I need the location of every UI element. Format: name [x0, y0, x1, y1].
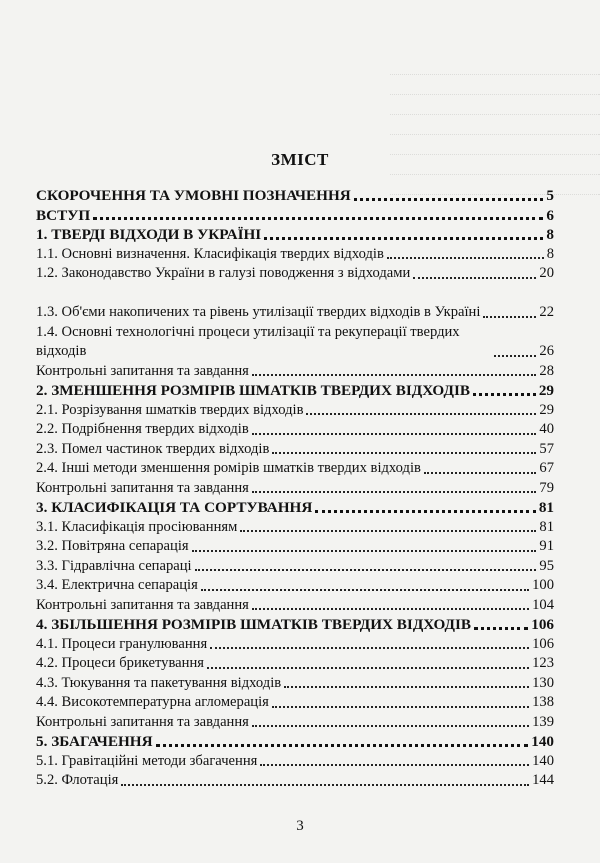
- toc-entry-title: 2.2. Подрібнення твердих відходів: [36, 421, 249, 437]
- toc-entry-page: 79: [539, 479, 554, 496]
- dot-leader: [252, 491, 537, 493]
- toc-entry-page: 91: [539, 538, 554, 554]
- dot-leader: [264, 237, 543, 240]
- toc-entry-title: 5. ЗБАГАЧЕННЯ: [36, 733, 153, 750]
- toc-entry-title: Контрольні запитання та завдання: [36, 713, 249, 730]
- toc-entry-page: 106: [532, 635, 554, 652]
- toc-entry: [36, 654, 554, 674]
- toc-entry-title: 4.1. Процеси гранулювання: [36, 635, 208, 652]
- table-of-contents: [36, 186, 554, 791]
- dot-leader: [272, 452, 536, 454]
- toc-entry: [36, 420, 554, 440]
- toc-entry-title: Контрольні запитання та завдання: [36, 362, 249, 379]
- dot-leader: [413, 277, 536, 279]
- toc-entry: [36, 557, 554, 577]
- dot-leader: [195, 569, 537, 571]
- toc-entry: [36, 459, 554, 479]
- toc-entry-page: 5: [546, 187, 554, 204]
- dot-leader: [272, 706, 529, 708]
- toc-entry-title: 1.3. Об'єми накопичених та рівень утилізації твердих відходів в Україні: [36, 304, 481, 320]
- toc-entry-title: 1. ТВЕРДІ ВІДХОДИ В УКРАЇНІ: [36, 226, 262, 243]
- toc-entry-page: 67: [539, 460, 554, 476]
- toc-entry-title: 4.3. Тюкування та пакетування відходів: [36, 674, 282, 691]
- toc-entry: [36, 245, 554, 265]
- toc-entry-page: 29: [539, 401, 554, 418]
- dot-leader: [156, 744, 529, 747]
- toc-entry-title: 5.1. Гравітаційні методи збагачення: [36, 752, 258, 769]
- toc-entry: [36, 693, 554, 713]
- toc-entry: [36, 479, 554, 499]
- toc-entry: [36, 713, 554, 733]
- toc-entry: [36, 635, 554, 655]
- toc-section-entry: [36, 186, 554, 206]
- toc-entry-page: 8: [546, 226, 554, 243]
- dot-leader: [424, 472, 536, 474]
- toc-entry-title: 4.2. Процеси брикетування: [36, 655, 204, 671]
- toc-entry-page: 139: [532, 713, 554, 730]
- dot-leader: [315, 510, 535, 513]
- toc-entry-page: 95: [539, 557, 554, 574]
- toc-entry-page: 29: [538, 382, 554, 399]
- toc-entry-page: 138: [532, 694, 554, 710]
- toc-entry-title: 3.3. Гідравлічна сепараці: [36, 557, 192, 574]
- toc-entry-page: 22: [539, 304, 554, 320]
- toc-section-entry: [36, 381, 554, 401]
- dot-leader: [387, 257, 544, 259]
- toc-entry-page: 26: [539, 343, 554, 359]
- toc-entry: [36, 362, 554, 382]
- toc-entry: [36, 284, 554, 323]
- toc-entry-page: 140: [531, 733, 554, 750]
- toc-entry: [36, 323, 554, 362]
- toc-section-entry: [36, 615, 554, 635]
- toc-entry: [36, 264, 554, 284]
- dot-leader: [252, 374, 537, 376]
- toc-entry-title: 2. ЗМЕНШЕННЯ РОЗМІРІВ ШМАТКІВ ТВЕРДИХ ВІДХОДІВ: [36, 382, 470, 399]
- toc-section-entry: [36, 732, 554, 752]
- dot-leader: [306, 413, 536, 415]
- toc-entry-title: Контрольні запитання та завдання: [36, 596, 249, 613]
- dot-leader: [192, 550, 537, 552]
- page-title: ЗМІСТ: [271, 150, 329, 169]
- toc-entry-page: 106: [531, 616, 554, 633]
- toc-entry-page: 104: [532, 596, 554, 613]
- dot-leader: [354, 198, 544, 201]
- toc-entry: [36, 576, 554, 596]
- dot-leader: [210, 647, 529, 649]
- toc-entry-page: 100: [532, 577, 554, 593]
- toc-section-entry: [36, 206, 554, 226]
- toc-entry-page: 81: [539, 518, 554, 535]
- toc-entry-page: 20: [539, 265, 554, 281]
- dot-leader: [121, 784, 529, 786]
- toc-entry-title: 3.4. Електрична сепарація: [36, 577, 198, 593]
- toc-entry: [36, 518, 554, 538]
- toc-entry-title: 2.4. Інші методи зменшення ромірів шматків твердих відходів: [36, 460, 421, 476]
- toc-entry-page: 130: [532, 674, 554, 691]
- toc-entry: [36, 771, 554, 791]
- toc-entry-page: 8: [546, 245, 554, 262]
- dot-leader: [284, 686, 529, 688]
- toc-entry: [36, 596, 554, 616]
- toc-entry-title: 3. КЛАСИФІКАЦІЯ ТА СОРТУВАННЯ: [36, 499, 313, 516]
- toc-entry-page: 140: [532, 752, 554, 769]
- toc-entry-title: 2.1. Розрізування шматків твердих відходів: [36, 401, 304, 418]
- dot-leader: [252, 433, 537, 435]
- toc-entry-page: 6: [546, 206, 554, 224]
- dot-leader: [240, 530, 536, 532]
- toc-entry-title: 1.2. Законодавство України в галузі поводження з відходами: [36, 265, 411, 281]
- toc-entry-title: 2.3. Помел частинок твердих відходів: [36, 440, 270, 457]
- dot-leader: [201, 589, 529, 591]
- toc-entry-title: 4.4. Високотемпературна агломерація: [36, 694, 269, 710]
- toc-entry: [36, 537, 554, 557]
- toc-entry-page: 81: [538, 499, 554, 516]
- toc-entry-title: 5.2. Флотація: [36, 772, 119, 788]
- dot-leader: [473, 393, 536, 396]
- dot-leader: [93, 217, 543, 220]
- toc-entry-title: 3.2. Повітряна сепарація: [36, 538, 189, 554]
- toc-entry-title: 4. ЗБІЛЬШЕННЯ РОЗМІРІВ ШМАТКІВ ТВЕРДИХ ВІДХОДІВ: [36, 616, 472, 633]
- toc-entry-title: 1.1. Основні визначення. Класифікація твердих відходів: [36, 245, 384, 262]
- toc-entry-title: СКОРОЧЕННЯ ТА УМОВНІ ПОЗНАЧЕННЯ: [36, 187, 351, 204]
- toc-entry-title: Контрольні запитання та завдання: [36, 479, 249, 496]
- dot-leader: [494, 355, 536, 357]
- toc-section-entry: [36, 225, 554, 245]
- toc-entry-title: ВСТУП: [36, 206, 91, 224]
- toc-entry-page: 28: [539, 362, 554, 379]
- toc-entry-title: 1.4. Основні технологічні процеси утилізації та рекуперації твердих відходів: [36, 323, 460, 359]
- toc-entry-title: 3.1. Класифікація просіюванням: [36, 518, 238, 535]
- toc-entry-page: 40: [539, 421, 554, 437]
- toc-entry: [36, 752, 554, 772]
- toc-entry-page: 123: [532, 655, 554, 671]
- toc-section-entry: [36, 498, 554, 518]
- toc-entry: [36, 401, 554, 421]
- dot-leader: [474, 627, 528, 630]
- toc-entry: [36, 440, 554, 460]
- dot-leader: [483, 316, 536, 318]
- toc-entry-page: 57: [539, 440, 554, 457]
- dot-leader: [252, 608, 529, 610]
- toc-entry-page: 144: [532, 772, 554, 788]
- page-number: 3: [296, 818, 304, 834]
- toc-entry: [36, 674, 554, 694]
- dot-leader: [207, 667, 529, 669]
- dot-leader: [260, 764, 529, 766]
- dot-leader: [252, 725, 529, 727]
